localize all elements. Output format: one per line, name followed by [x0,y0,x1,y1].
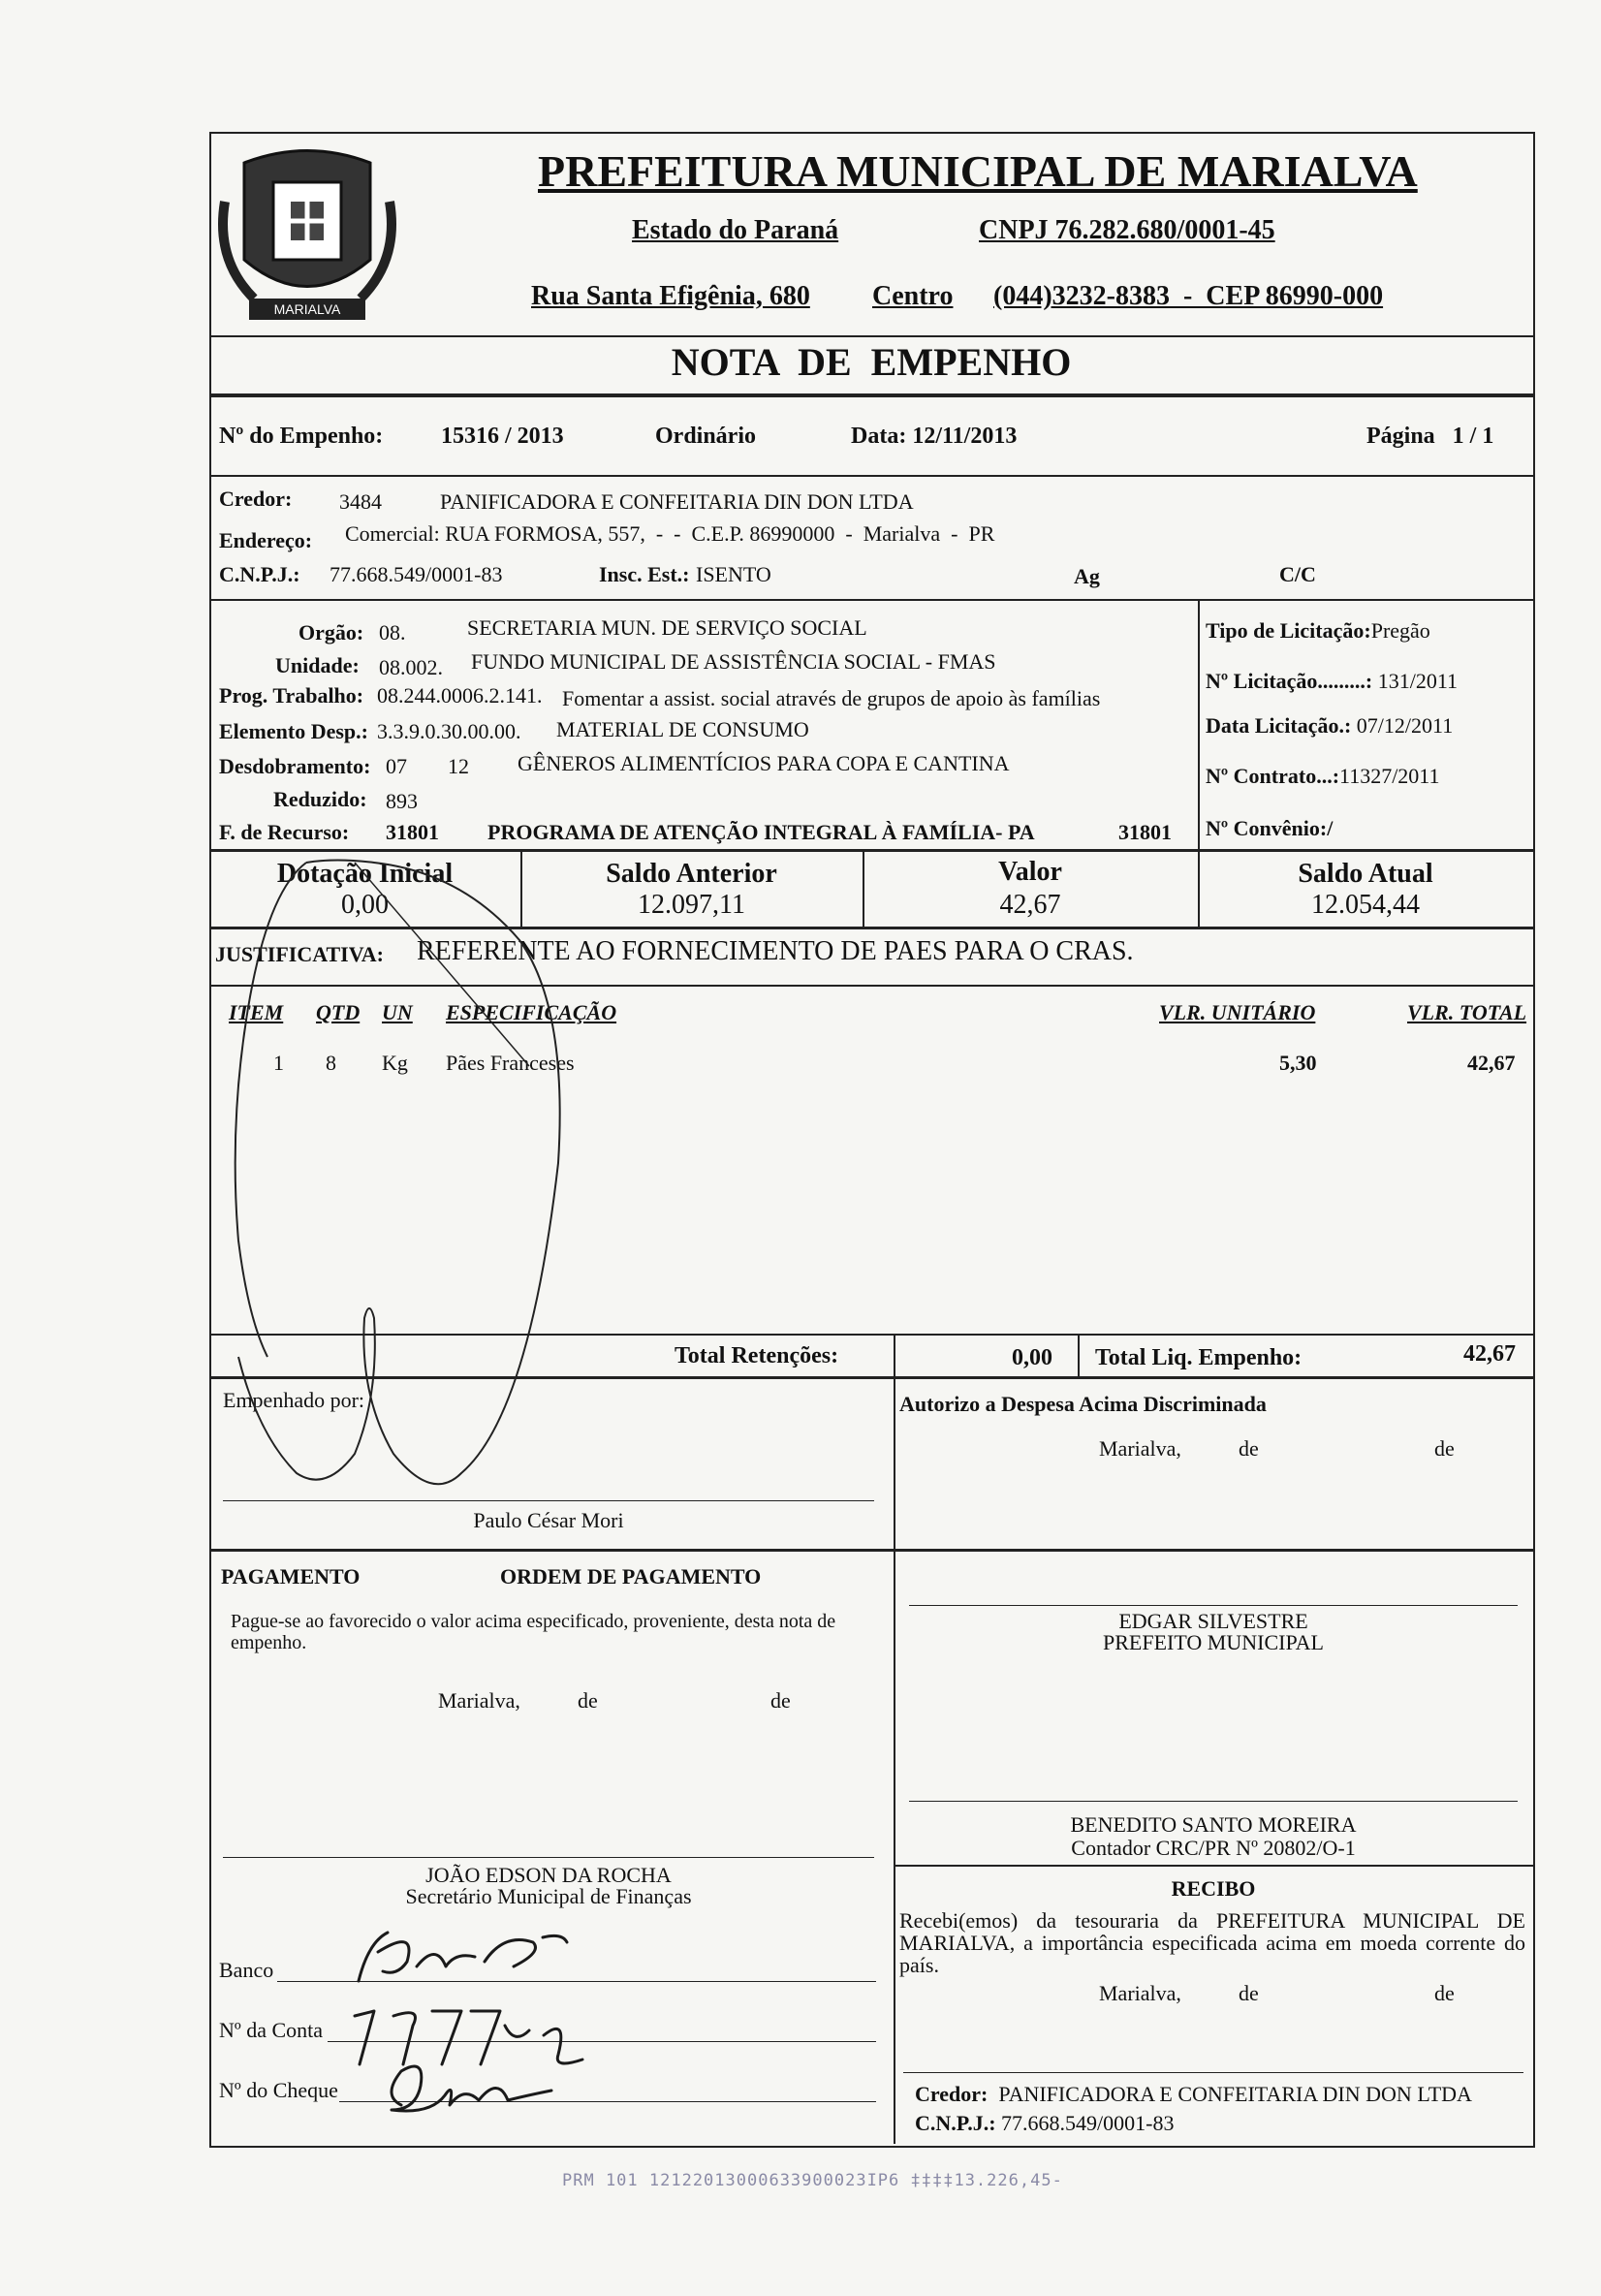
pagamento-de1: de [578,1688,598,1713]
secretario-title: Secretário Municipal de Finanças [405,1884,692,1908]
licitacao-number [1206,669,1458,694]
saldo-atual-value: 12.054,44 [1311,890,1420,920]
divider [894,1549,895,2144]
saldo-anterior-value: 12.097,11 [638,890,745,920]
retencoes-value: 0,00 [1012,1345,1052,1370]
col-qtd: QTD [316,1000,361,1024]
contrato-label: Nº Contrato...: [1206,764,1340,788]
licitacao-number-value: 131/2011 [1377,669,1459,693]
item-espec: Pães Franceses [446,1051,575,1075]
banco-label: Banco [219,1958,274,1982]
autorizo-label: Autorizo a Despesa Acima Discriminada [899,1392,1267,1416]
recibo-city: Marialva, [1099,1981,1181,2005]
endereco-label: Endereço: [219,528,313,552]
recibo-text: Recebi(emos) da tesouraria da PREFEITURA MUNICIPAL DE MARIALVA, a importância especificada acima em moeda corrente do país. [899,1908,1525,1977]
dotacao-value: 0,00 [341,890,389,920]
orgao-code: 08. [379,620,406,645]
licitacao-type-label: Tipo de Licitação: [1206,618,1371,643]
contrato-number [1206,764,1440,789]
divider [209,985,1533,987]
credor-name: PANIFICADORA E CONFEITARIA DIN DON LTDA [440,489,914,514]
autorizo-de1: de [1239,1436,1259,1461]
prog-label: Prog. Trabalho: [219,683,364,708]
empenhado-name: Paulo César Mori [473,1508,624,1532]
recibo-credor-label: Credor: [915,2082,989,2106]
municipal-crest [215,143,399,337]
handwritten-cheque [372,2057,566,2124]
orgao-label: Orgão: [298,620,364,645]
item-number: 1 [273,1051,284,1075]
divider [209,599,1533,601]
licitacao-date-label: Data Licitação.: [1206,713,1352,738]
recibo-credor [915,2082,1472,2107]
doc-title: NOTA DE EMPENHO [671,340,1072,384]
cnpj-value: 77.668.549/0001-83 [330,562,503,586]
secretario-name: JOÃO EDSON DA ROCHA [425,1863,672,1887]
dotacao-label: Dotação Inicial [276,859,454,889]
desd-desc: GÊNEROS ALIMENTÍCIOS PARA COPA E CANTINA [518,751,1010,775]
contrato-value: 11327/2011 [1339,764,1440,788]
header-street: Rua Santa Efigênia, 680 [531,281,810,311]
prefeito-name: EDGAR SILVESTRE [1118,1609,1308,1633]
pagamento-text: Pague-se ao favorecido o valor acima especificado, proveniente, desta nota de empenho. [231,1611,836,1653]
saldo-atual-label: Saldo Atual [1298,859,1433,889]
col-total: VLR. TOTAL [1407,1000,1527,1024]
header-state: Estado do Paraná [632,215,839,245]
desd-code2: 12 [448,754,469,778]
credor-code: 3484 [339,489,382,514]
item-total: 42,67 [1467,1051,1516,1075]
divider [209,927,1533,929]
pagamento-city: Marialva, [438,1688,520,1713]
prog-desc: Fomentar a assist. social através de grupos de apoio às famílias [562,686,1101,710]
divider [1198,599,1200,849]
header-title: PREFEITURA MUNICIPAL DE MARIALVA [538,146,1418,196]
divider [894,1376,895,1549]
insc-value: ISENTO [696,562,771,586]
col-unit: VLR. UNITÁRIO [1159,1000,1316,1024]
divider [1078,1334,1080,1376]
empenho-number-label: Nº do Empenho: [219,424,384,449]
page-number: Página 1 / 1 [1366,424,1494,449]
divider [894,1334,895,1376]
recurso-desc: PROGRAMA DE ATENÇÃO INTEGRAL À FAMÍLIA- PA [487,820,1035,844]
divider [209,849,1533,852]
item-qtd: 8 [326,1051,336,1075]
valor-value: 42,67 [999,890,1061,920]
liq-label: Total Liq. Empenho: [1095,1345,1303,1370]
conta-label: Nº da Conta [219,2018,324,2042]
pagamento-de2: de [770,1688,791,1713]
col-un: UN [382,1000,413,1024]
reduzido-value: 893 [386,789,418,813]
signature-line [909,1605,1518,1606]
col-item: ITEM [229,1000,284,1024]
saldo-anterior-label: Saldo Anterior [606,859,777,889]
empenho-number: 15316 / 2013 [441,424,564,449]
signature-line [909,1801,1518,1802]
footer-code: PRM 101 12122013000633900023IP6 ‡‡‡‡13.226,45- [562,2171,1063,2190]
recurso-code2: 31801 [1118,820,1172,844]
contador-title: Contador CRC/PR Nº 20802/O-1 [1071,1836,1356,1860]
licitacao-date [1206,713,1453,739]
divider [209,335,1533,337]
signature-line [223,1500,874,1501]
unidade-label: Unidade: [275,653,360,677]
licitacao-number-label: Nº Licitação.........: [1206,669,1373,693]
header-phone-cep: (044)3232-8383 - CEP 86990-000 [993,281,1384,311]
ordem-pagamento: ORDEM DE PAGAMENTO [500,1564,762,1588]
insc-label: Insc. Est.: [599,562,690,586]
empenho-date: Data: 12/11/2013 [851,424,1018,449]
desd-label: Desdobramento: [219,754,371,778]
autorizo-de2: de [1434,1436,1455,1461]
unidade-desc: FUNDO MUNICIPAL DE ASSISTÊNCIA SOCIAL - FMAS [471,649,996,674]
valor-label: Valor [998,857,1062,887]
orgao-desc: SECRETARIA MUN. DE SERVIÇO SOCIAL [467,615,867,640]
ag-label: Ag [1074,564,1100,588]
divider [209,475,1533,477]
svg-text:MARIALVA: MARIALVA [273,301,341,317]
credor-label: Credor: [219,487,293,511]
licitacao-type [1206,618,1430,644]
divider [209,393,1533,397]
divider [209,1334,1533,1336]
signature-line [903,2072,1523,2073]
col-espec: ESPECIFICAÇÃO [446,1000,617,1024]
header-district: Centro [872,281,954,311]
justificativa-label: JUSTIFICATIVA: [215,942,385,966]
recibo-cnpj-label: C.N.P.J.: [915,2111,996,2135]
endereco-value: Comercial: RUA FORMOSA, 557, - - C.E.P. 86990000 - Marialva - PR [345,521,995,546]
divider [209,1376,1533,1379]
prog-code: 08.244.0006.2.141. [377,683,543,708]
licitacao-type-value: Pregão [1370,618,1430,643]
autorizo-city: Marialva, [1099,1436,1181,1461]
elem-code: 3.3.9.0.30.00.00. [377,719,521,743]
recibo-credor-value: PANIFICADORA E CONFEITARIA DIN DON LTDA [998,2082,1472,2106]
prefeito-title: PREFEITO MUNICIPAL [1103,1630,1324,1654]
cc-label: C/C [1279,562,1316,586]
recurso-code: 31801 [386,820,439,844]
recibo-cnpj-value: 77.668.549/0001-83 [1001,2111,1175,2135]
contador-name: BENEDITO SANTO MOREIRA [1070,1812,1357,1837]
item-un: Kg [382,1051,408,1075]
cnpj-label: C.N.P.J.: [219,562,300,586]
divider [209,1549,1533,1552]
recibo-de2: de [1434,1981,1455,2005]
justificativa-text: REFERENTE AO FORNECIMENTO DE PAES PARA O CRAS. [417,936,1134,966]
pagamento-label: PAGAMENTO [221,1564,361,1588]
cheque-label: Nº do Cheque [219,2078,338,2102]
divider [894,1865,1533,1867]
desd-code1: 07 [386,754,407,778]
reduzido-label: Reduzido: [273,787,367,811]
header-cnpj: CNPJ 76.282.680/0001-45 [979,215,1275,245]
empenho-type: Ordinário [655,424,757,449]
liq-value: 42,67 [1463,1341,1516,1367]
item-unit: 5,30 [1279,1051,1317,1075]
signature-line [223,1857,874,1858]
unidade-code: 08.002. [379,655,443,679]
retencoes-label: Total Retenções: [675,1343,839,1368]
elem-desc: MATERIAL DE CONSUMO [556,717,809,741]
convenio: Nº Convênio:/ [1206,816,1334,840]
recibo-de1: de [1239,1981,1259,2005]
empenhado-label: Empenhado por: [223,1388,365,1412]
recibo-title: RECIBO [1171,1876,1256,1901]
recibo-cnpj [915,2111,1174,2136]
licitacao-date-value: 07/12/2011 [1356,713,1454,738]
recurso-label: F. de Recurso: [219,820,350,844]
elem-label: Elemento Desp.: [219,719,368,743]
